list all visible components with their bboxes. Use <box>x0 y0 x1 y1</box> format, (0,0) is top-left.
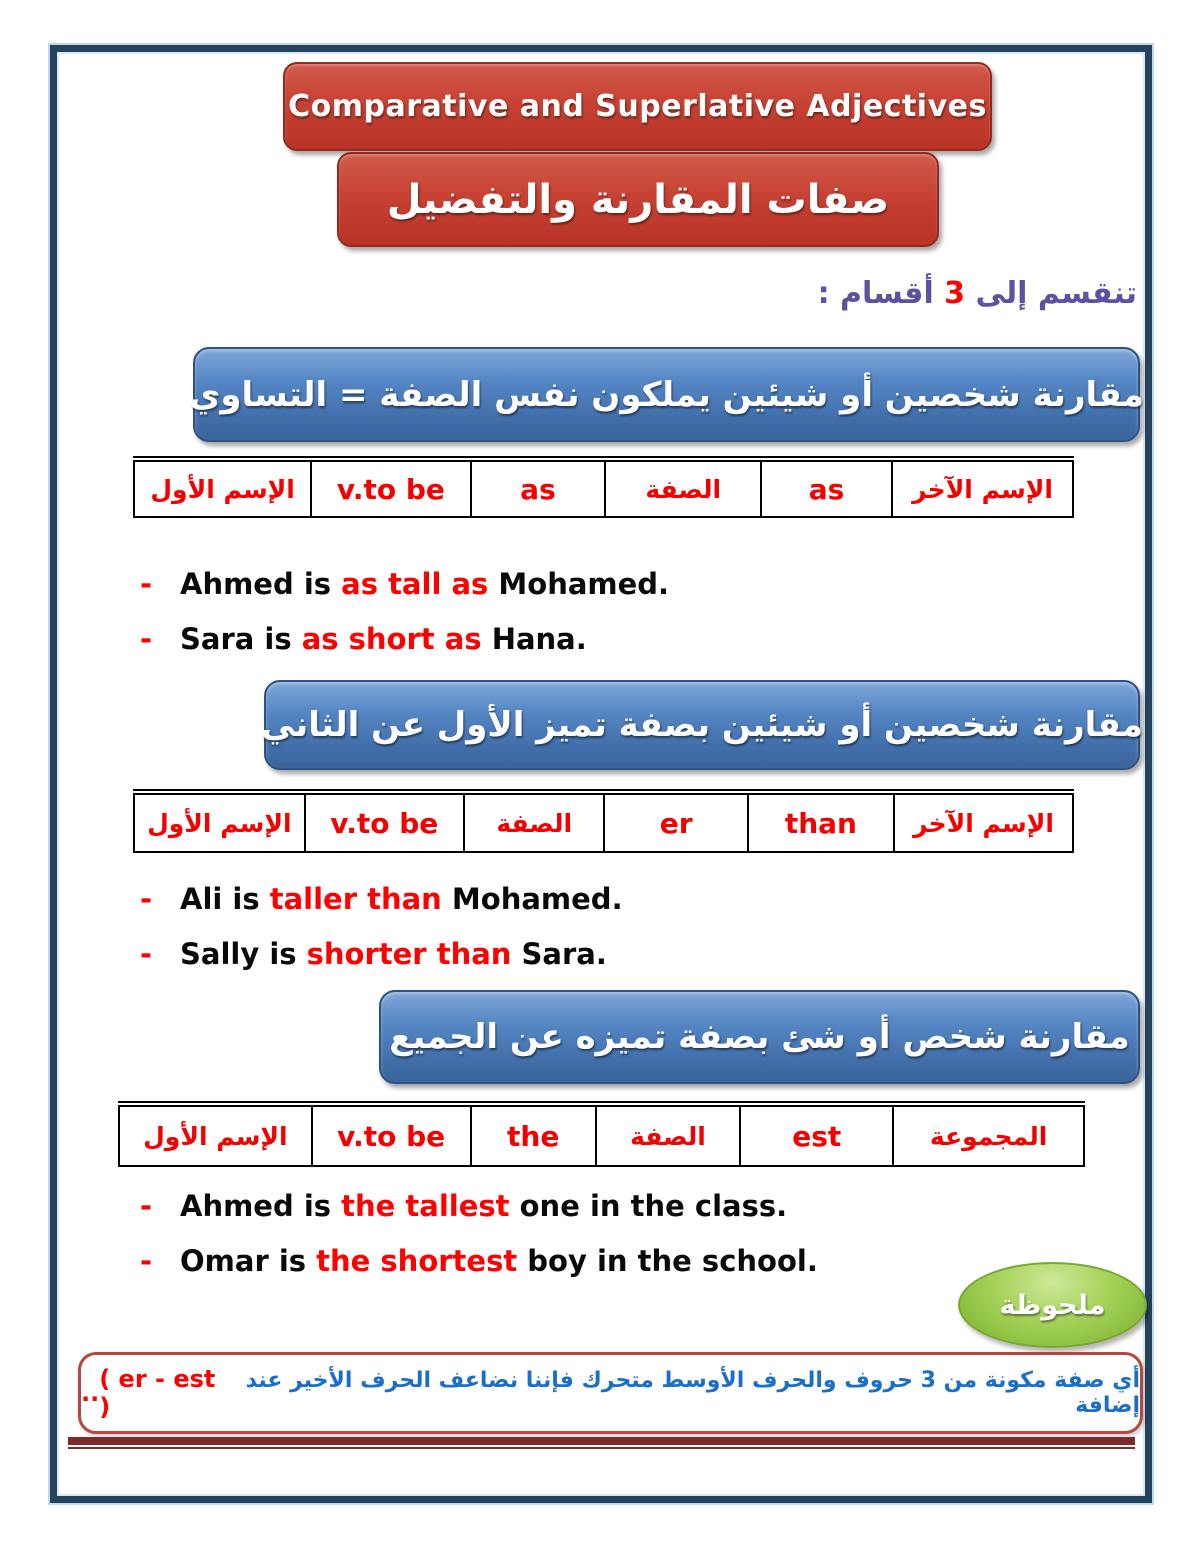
rule-table <box>133 793 1074 853</box>
section-banner-text: مقارنة شخصين أو شيئين يملكون نفس الصفة = التساوي <box>189 374 1144 415</box>
sentence-text: Ahmed is <box>180 1188 342 1223</box>
table-cell: الإسم الأول <box>147 808 292 838</box>
table-cell: the <box>470 1107 595 1165</box>
page-title-english: Comparative and Superlative Adjectives <box>288 89 987 124</box>
bullet-dash: - <box>140 1243 153 1278</box>
sentence-text: Ahmed is <box>180 566 342 601</box>
title-banner-arabic <box>337 152 939 247</box>
example-list <box>140 1178 818 1288</box>
note-oval <box>958 1262 1147 1348</box>
table-cell: الصفة <box>463 795 604 851</box>
intro-number: 3 <box>944 276 966 311</box>
sentence-text: Sara is <box>180 621 302 656</box>
sentence-text: boy in the school. <box>517 1243 818 1278</box>
highlighted-phrase: the tallest <box>341 1188 510 1223</box>
table-cell: الإسم الأول <box>150 474 295 504</box>
example-sentence <box>140 611 669 666</box>
note-box <box>78 1352 1143 1434</box>
table-cell: الإسم الآخر <box>891 462 1072 516</box>
section-banner <box>379 990 1140 1084</box>
table-cell: v.to be <box>304 795 463 851</box>
highlighted-phrase: as short as <box>301 621 482 656</box>
sentence-text: Mohamed. <box>488 566 670 601</box>
table-cell: er <box>603 795 746 851</box>
note-trailing-dots: .. <box>81 1379 100 1407</box>
example-sentence <box>140 556 669 611</box>
example-list <box>140 556 669 666</box>
table-cell: than <box>747 795 893 851</box>
highlighted-phrase: the shortest <box>316 1243 518 1278</box>
table-cell: الصفة <box>604 462 760 516</box>
section-banner <box>261 680 1143 770</box>
table-cell: v.to be <box>310 462 469 516</box>
bullet-dash: - <box>140 1188 153 1223</box>
table-cell: as <box>760 462 891 516</box>
sentence-text: Ali is <box>180 881 270 916</box>
sentence-text: one in the class. <box>509 1188 788 1223</box>
intro-text-post: أقسام : <box>817 276 945 311</box>
example-list <box>140 871 623 981</box>
rule-table <box>118 1105 1085 1167</box>
highlighted-phrase: as tall as <box>341 566 489 601</box>
title-banner-english <box>283 62 992 151</box>
bottom-divider-line <box>68 1437 1135 1449</box>
sentence-text: Omar is <box>180 1243 317 1278</box>
table-cell: الصفة <box>595 1107 739 1165</box>
table-cell: المجموعة <box>892 1107 1083 1165</box>
note-oval-label: ملحوظة <box>999 1289 1106 1321</box>
page-title-arabic: صفات المقارنة والتفضيل <box>386 176 890 223</box>
sentence-text: Sally is <box>180 936 307 971</box>
table-cell: v.to be <box>311 1107 470 1165</box>
rule-table <box>133 460 1074 518</box>
bullet-dash: - <box>140 936 153 971</box>
intro-text-pre: تنقسم إلى <box>965 276 1137 311</box>
sentence-text: Mohamed. <box>441 881 623 916</box>
table-cell: الإسم الآخر <box>893 795 1072 851</box>
table-cell: est <box>739 1107 892 1165</box>
bullet-dash: - <box>140 621 153 656</box>
note-suffix-letters: ( er - est ) <box>99 1365 216 1421</box>
sentence-text: Hana. <box>481 621 587 656</box>
bullet-dash: - <box>140 566 153 601</box>
table-cell: as <box>470 462 605 516</box>
example-sentence <box>140 1233 818 1288</box>
intro-line <box>818 276 1137 311</box>
bullet-dash: - <box>140 881 153 916</box>
example-sentence <box>140 926 623 981</box>
table-cell: الإسم الأول <box>143 1121 288 1151</box>
example-sentence <box>140 871 623 926</box>
sentence-text: Sara. <box>511 936 607 971</box>
note-text-arabic: أي صفة مكونة من 3 حروف والحرف الأوسط متحرك فإننا نضاعف الحرف الأخير عند إضافة <box>245 1368 1140 1418</box>
highlighted-phrase: taller than <box>269 881 442 916</box>
example-sentence <box>140 1178 818 1233</box>
section-banner <box>189 347 1144 442</box>
section-banner-text: مقارنة شخص أو شئ بصفة تميزه عن الجميع <box>389 1017 1130 1057</box>
highlighted-phrase: shorter than <box>306 936 512 971</box>
section-banner-text: مقارنة شخصين أو شيئين بصفة تميز الأول عن الثاني <box>261 705 1143 745</box>
